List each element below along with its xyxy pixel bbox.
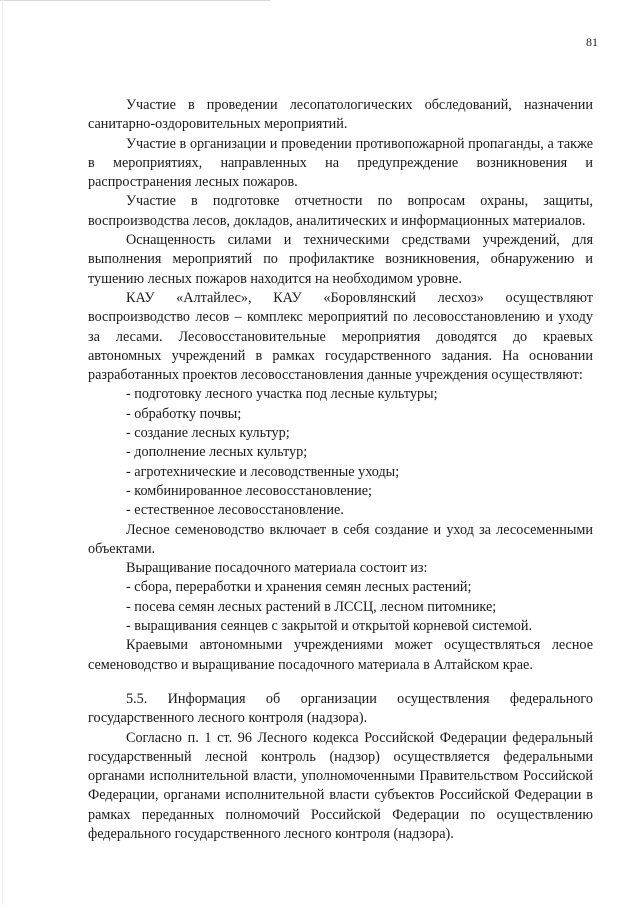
paragraph: Краевыми автономными учреждениями может осуществляться лесное семеноводство и выращивание посадочного материала в Алтайском крае. — [88, 637, 593, 673]
paragraph: Выращивание посадочного материала состоит из: — [126, 560, 428, 577]
list-item: - подготовку лесного участка под лесные культуры; — [126, 386, 438, 403]
list-item: - посева семян лесных растений в ЛССЦ, лесном питомнике; — [126, 598, 497, 615]
list-item: - выращивания сеянцев с закрытой и открытой корневой системой. — [126, 618, 532, 635]
paragraph: Согласно п. 1 ст. 96 Лесного кодекса Российской Федерации федеральный государственный лесной контроль (надзор) осуществляется федеральными органами исполнительной власти, уполномоченными Правительством Российской Федерации, органами исполнительной власти субъектов Российской Федерации в рамках переданных полномочий Российской Федерации по осуществлению федерального государственного лесного контроля (надзора). — [88, 729, 593, 842]
paragraph: КАУ «Алтайлес», КАУ «Боровлянский лесхоз» осуществляют воспроизводство лесов – комплекс мероприятий по лесовосстановлению и уходу за лесами. Лесовосстановительные мероприятия доводятся до краевых автономных учреждений в рамках государственного задания. На основании разработанных проектов лесовосстановления данные учреждения осуществляют: — [88, 289, 593, 384]
document-body — [88, 96, 593, 844]
scan-artifact-line — [0, 0, 270, 1]
paragraph: Участие в организации и проведении противопожарной пропаганды, а также в мероприятиях, направленных на предупреждение возникновения и распространения лесных пожаров. — [88, 135, 593, 191]
paragraph: Участие в проведении лесопатологических обследований, назначении санитарно-оздоровительных мероприятий. — [88, 97, 593, 133]
list-item: - естественное лесовосстановление. — [126, 502, 344, 519]
list-item: - агротехнические и лесоводственные уходы; — [126, 463, 400, 480]
list-item: - обработку почвы; — [126, 405, 242, 422]
paragraph: Лесное семеноводство включает в себя создание и уход за лесосеменными объектами. — [88, 521, 593, 557]
list-item: - комбинированное лесовосстановление; — [126, 482, 372, 499]
list-item: - создание лесных культур; — [126, 425, 290, 442]
paragraph: Участие в подготовке отчетности по вопросам охраны, защиты, воспроизводства лесов, докладов, аналитических и информационных материалов. — [88, 193, 593, 229]
list-item: - сбора, переработки и хранения семян лесных растений; — [126, 579, 472, 596]
list-item: - дополнение лесных культур; — [126, 444, 308, 461]
section-heading: 5.5. Информация об организации осуществления федерального государственного лесного контроля (надзора). — [88, 690, 593, 727]
paragraph: Оснащенность силами и техническими средствами учреждений, для выполнения мероприятий по профилактике возникновения, обнаружению и тушению лесных пожаров находится на необходимом уровне. — [88, 232, 593, 287]
reforestation-activities-list — [88, 385, 593, 520]
planting-material-list — [88, 578, 593, 636]
scan-artifact-edge — [2, 0, 3, 905]
page-number: 81 — [586, 35, 598, 49]
